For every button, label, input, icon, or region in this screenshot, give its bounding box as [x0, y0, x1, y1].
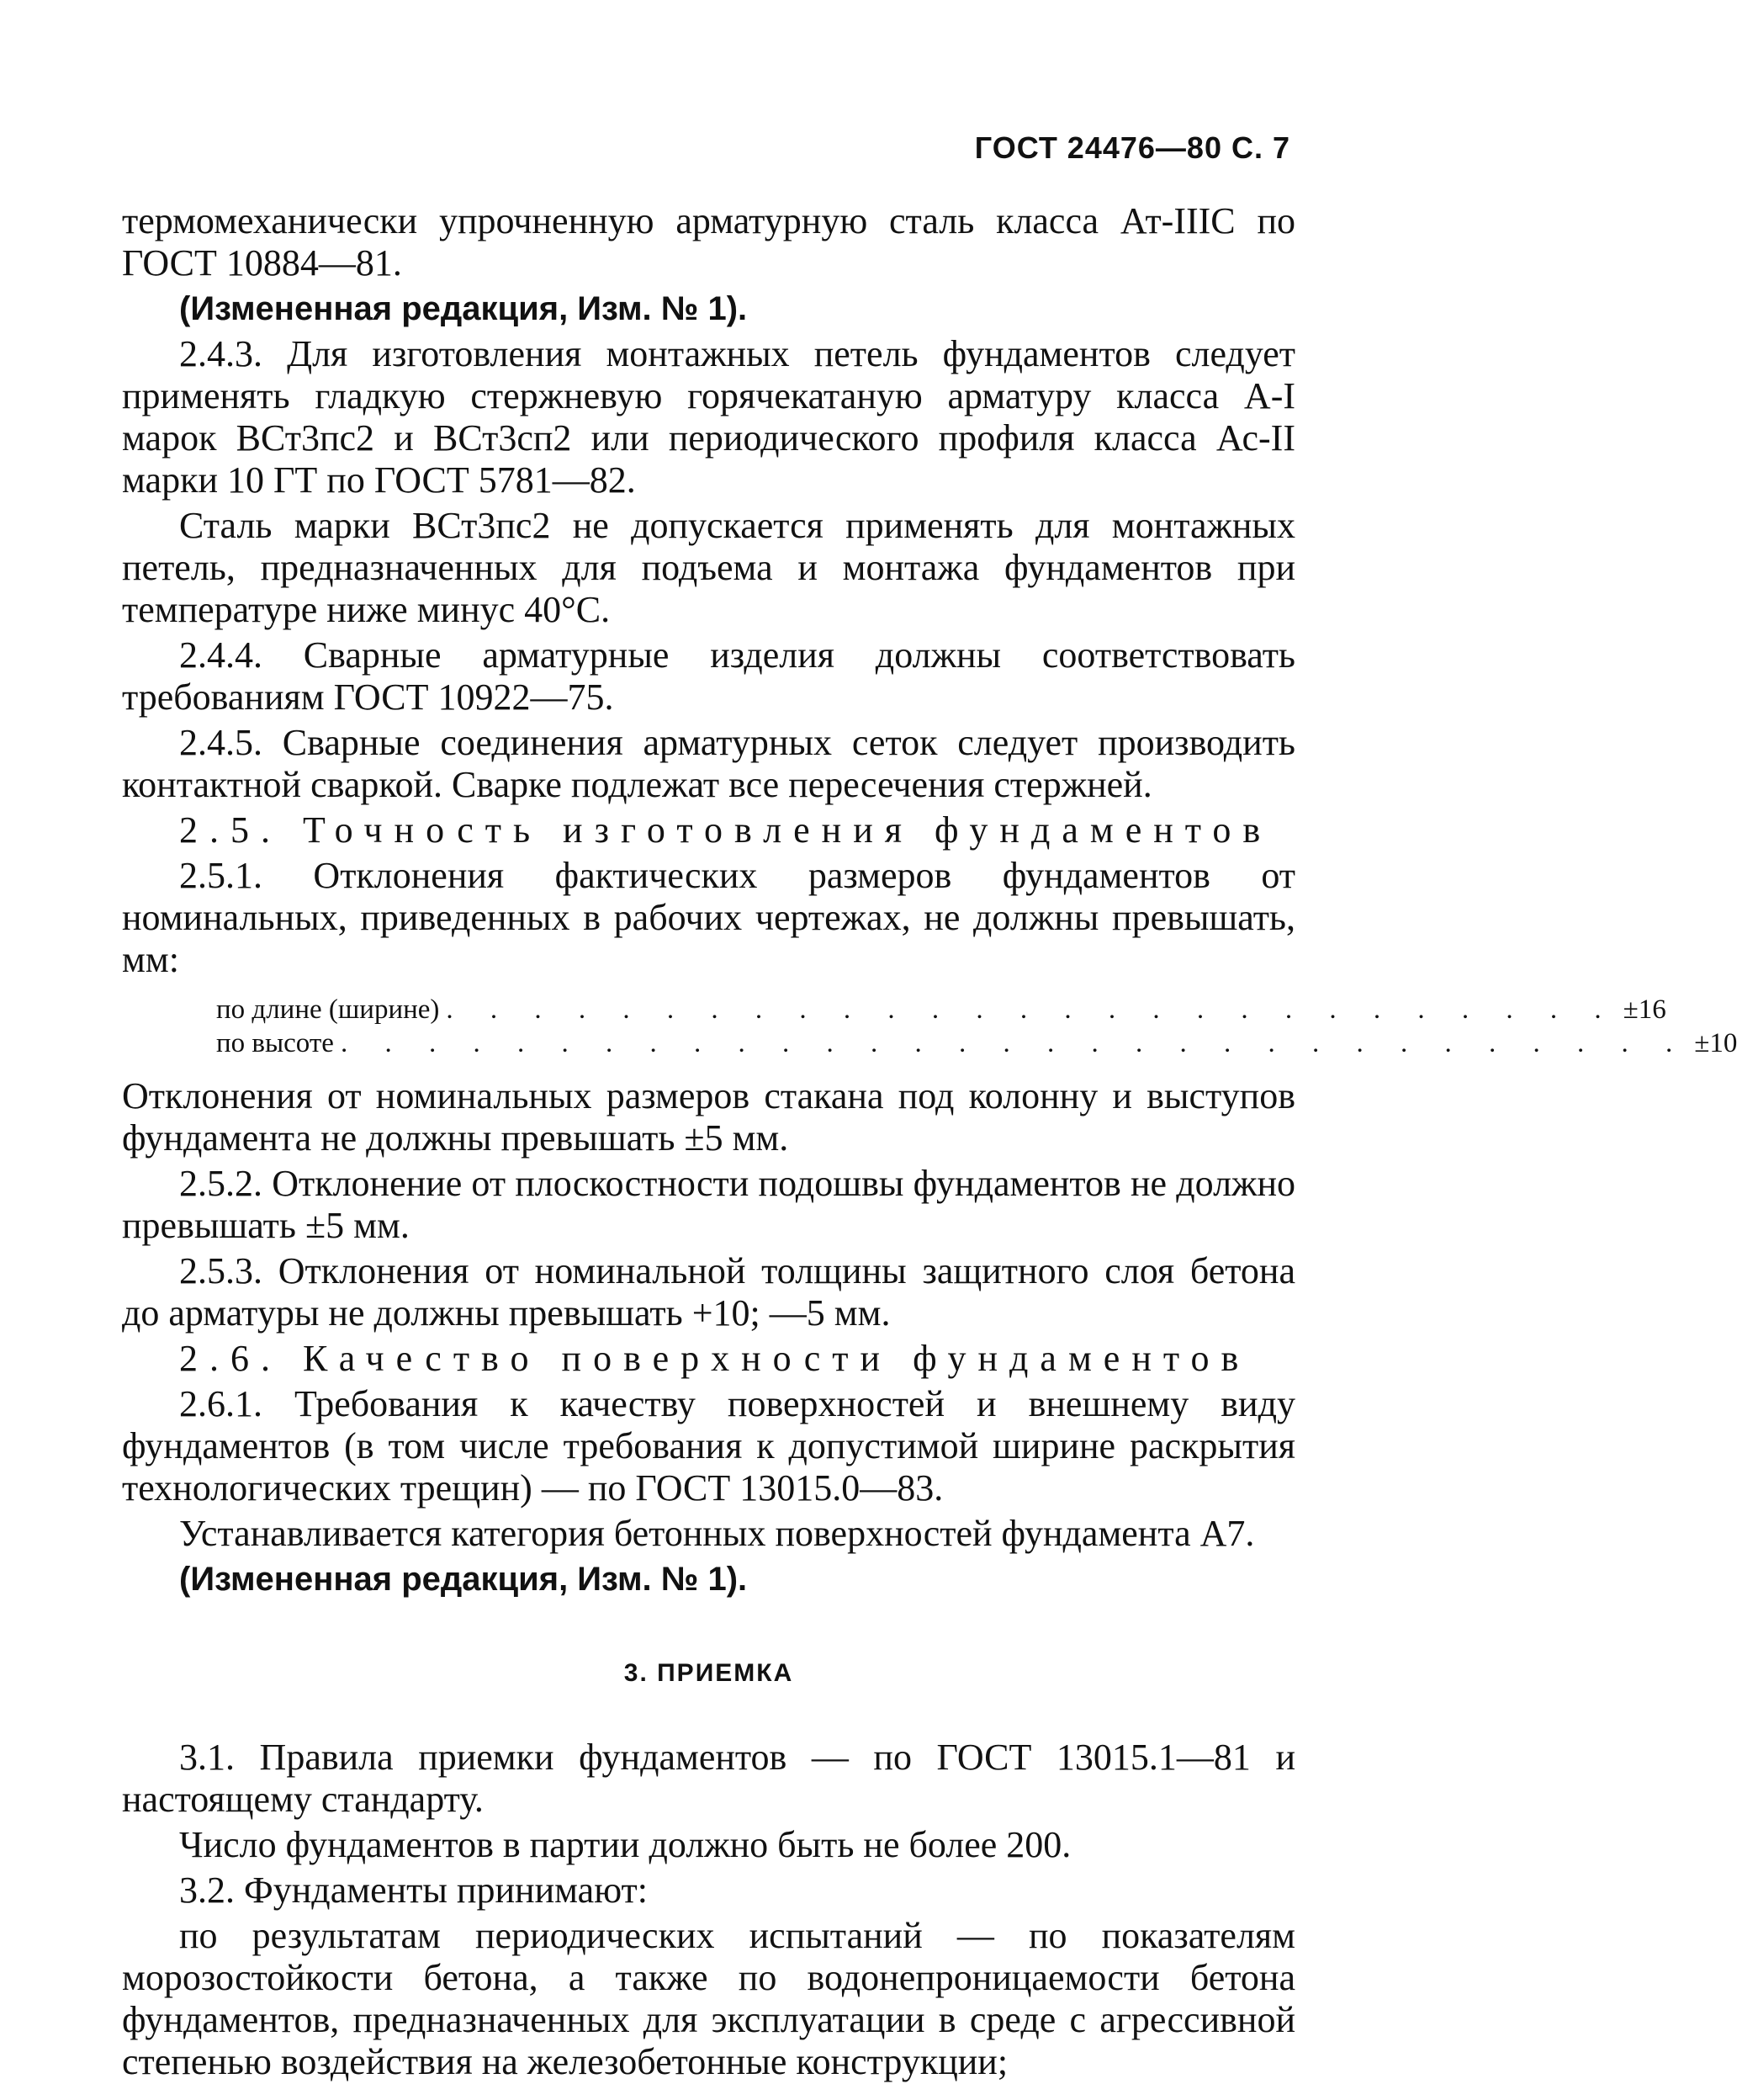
tolerance-value: ±16 [1623, 994, 1666, 1025]
paragraph: Сталь марки ВСт3пс2 не допускается применять для монтажных петель, предназначенных для подъема и монтажа фундаментов при температуре ниже минус 40°С. [122, 505, 1295, 630]
paragraph: 3.1. Правила приемки фундаментов — по ГОСТ 13015.1—81 и настоящему стандарту. [122, 1737, 1295, 1820]
page-header: ГОСТ 24476—80 С. 7 [974, 130, 1290, 165]
paragraph: 2.6. Качество поверхности фундаментов [179, 1338, 1251, 1379]
paragraph: Устанавливается категория бетонных поверхностей фундамента А7. [179, 1513, 1255, 1554]
tolerance-row [216, 1026, 1737, 1060]
paragraph: (Измененная редакция, Изм. № 1). [179, 1561, 748, 1598]
tolerance-table [216, 993, 1737, 1060]
paragraph: 2.5.2. Отклонение от плоскостности подошвы фундаментов не должно превышать ±5 мм. [122, 1163, 1295, 1246]
paragraphs-mid [122, 1075, 1295, 1600]
paragraph: 2.5.1. Отклонения фактических размеров фундаментов от номинальных, приведенных в рабочих чертежах, не должны превышать, мм: [122, 855, 1295, 980]
paragraph: 2.4.4. Сварные арматурные изделия должны соответствовать требованиям ГОСТ 10922—75. [122, 634, 1295, 718]
paragraph: Число фундаментов в партии должно быть не более 200. [179, 1824, 1072, 1865]
paragraph: по результатам периодических испытаний — по показателям морозостойкости бетона, а также по водонепроницаемости бетона фундаментов, предназначенных для эксплуатации в среде с агрессивной степенью воздействия на железобетонные конструкции; [122, 1915, 1295, 2082]
paragraph: Отклонения от номинальных размеров стакана под колонну и выступов фундамента не должны превышать ±5 мм. [122, 1075, 1295, 1159]
paragraph: 2.4.3. Для изготовления монтажных петель фундаментов следует применять гладкую стержневую горячекатаную арматуру класса А-I марок ВСт3пс2 и ВСт3сп2 или периодического профиля класса Ас-II марки 10 ГТ по ГОСТ 5781—82. [122, 333, 1295, 501]
paragraphs-top [122, 200, 1295, 981]
tolerance-label: по длине (ширине) [216, 994, 440, 1025]
paragraph: (Измененная редакция, Изм. № 1). [179, 290, 748, 327]
paragraph: 3.2. Фундаменты принимают: [179, 1869, 648, 1911]
leader-dots: . . . . . . . . . . . . . . . . . . . . . . . . . . . [446, 994, 1617, 1025]
paragraph: 2.6.1. Требования к качеству поверхностей и внешнему виду фундаментов (в том числе требования к допустимой ширине раскрытия технологических трещин) — по ГОСТ 13015.0—83. [122, 1383, 1295, 1509]
tolerance-value: ±10 [1694, 1028, 1737, 1058]
paragraphs-bottom [122, 1737, 1295, 2083]
leader-dots: . . . . . . . . . . . . . . . . . . . . . . . . . . . . . . . [340, 1028, 1688, 1058]
section-heading: 3. ПРИЕМКА [623, 1659, 794, 1687]
paragraph: 2.5.3. Отклонения от номинальной толщины защитного слоя бетона до арматуры не должны превышать +10; —5 мм. [122, 1250, 1295, 1334]
paragraph: термомеханически упрочненную арматурную сталь класса Ат-IIIС по ГОСТ 10884—81. [122, 200, 1295, 284]
document-body [122, 200, 1737, 2087]
paragraph: 2.4.5. Сварные соединения арматурных сеток следует производить контактной сваркой. Сварке подлежат все пересечения стержней. [122, 722, 1295, 805]
tolerance-label: по высоте [216, 1028, 334, 1058]
tolerance-row [216, 993, 1666, 1026]
paragraph: 2.5. Точность изготовления фундаментов [179, 809, 1273, 851]
